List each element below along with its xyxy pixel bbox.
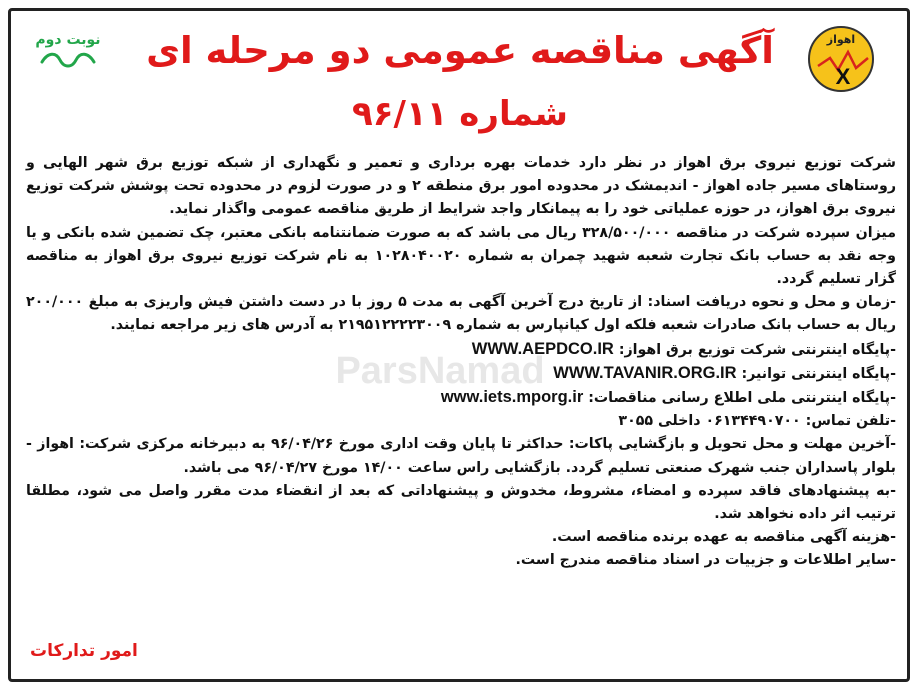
website-label-iets: -پایگاه اینترنتی ملی اطلاع رسانی مناقصات:: [588, 390, 896, 407]
website-link-tavanir[interactable]: WWW.TAVANIR.ORG.IR: [553, 363, 737, 382]
watermark: ParsNamad: [335, 350, 545, 392]
logo-word: اهواز: [826, 33, 856, 46]
round-swirl-icon: [38, 50, 98, 70]
paragraph-intro: شرکت توزیع نیروی برق اهواز در نظر دارد خدمات بهره برداری و تعمیر و نگهداری از شبکه توزیع برق شهر الهایی و روستاهای مسیر جاده اهواز - اندیمشک در محدوده امور برق منطقه ۲ و در صورت لزوم در محدوده تحت پوشش شرکت توزیع نیروی برق اهواز، در حوزه عملیاتی خود را به پیمانکار واجد شرایط از طریق مناقصه عمومی واگذار نماید.: [26, 155, 896, 218]
procurement-signature: امور تدارکات: [30, 641, 138, 661]
paragraph-deposit: میزان سپرده شرکت در مناقصه ۳۲۸/۵۰۰/۰۰۰ ریال می باشد که به صورت ضمانتنامه بانکی معتبر، چک تضمین شده بانکی و یا وجه نقد به حساب بانک تجارت شعبه شهید چمران به شماره ۱۰۲۸۰۴۰۰۲۰ به نام شرکت توزیع نیروی برق اهواز به مناقصه گزار تسلیم گردد.: [26, 224, 896, 288]
notice-header: [0, 0, 922, 150]
paragraph-deadline: -آخرین مهلت و محل تحویل و بازگشایی پاکات: حداکثر تا پایان وقت اداری مورخ ۹۶/۰۴/۲۶ به دبیرخانه مرکزی شرکت: اهواز - بلوار پاسداران جنب شهرک صنعتی تسلیم گردد. بازگشایی راس ساعت ۱۴/۰۰ مورخ ۹۶/۰۴/۲۷ می باشد.: [26, 436, 896, 476]
website-link-iets[interactable]: www.iets.mporg.ir: [440, 388, 584, 407]
company-logo: [808, 26, 874, 92]
lightning-icon: [810, 28, 876, 94]
website-label-tavanir: -پایگاه اینترنتی توانیر:: [741, 365, 896, 382]
website-link-aepdco[interactable]: WWW.AEPDCO.IR: [471, 339, 614, 358]
contact-phone: -تلفن تماس: ۰۶۱۳۴۴۹۰۷۰۰ داخلی ۳۰۵۵: [618, 413, 896, 430]
paragraph-other-info: -سایر اطلاعات و جزییات در اسناد مناقصه مندرج است.: [515, 552, 896, 569]
paragraph-documents: -زمان و محل و نحوه دریافت اسناد: از تاریخ درج آخرین آگهی به مدت ۵ روز با در دست داشتن فیش واریزی به مبلغ ۲۰۰/۰۰۰ ریال به حساب بانک صادرات شعبه فلکه اول کیانپارس به شماره ۲۱۹۵۱۲۲۲۲۳۰۰۹ به آدرس های زیر مراجعه نمایند.: [26, 294, 896, 334]
notice-title: آگهی مناقصه عمومی دو مرحله ای: [146, 29, 774, 72]
round-label: نوبت دوم: [35, 32, 101, 48]
paragraph-ad-cost: -هزینه آگهی مناقصه به عهده برنده مناقصه است.: [551, 529, 896, 546]
website-label-aepdco: -پایگاه اینترنتی شرکت توزیع برق اهواز:: [618, 341, 896, 358]
website-line-iets: [26, 386, 896, 410]
website-line-tavanir: [26, 362, 896, 386]
svg-text:X: X: [835, 64, 851, 89]
notice-number: شماره ۹۶/۱۱: [352, 94, 568, 134]
website-line-aepdco: [26, 338, 896, 362]
notice-body: [26, 152, 896, 573]
paragraph-invalid-bids: -به پیشنهادهای فاقد سپرده و امضاء، مشروط، مخدوش و پیشنهاداتی که بعد از انقضاء مدت مقرر واصل می شود، مطلقا ترتیب اثر داده نخواهد شد.: [26, 482, 896, 523]
